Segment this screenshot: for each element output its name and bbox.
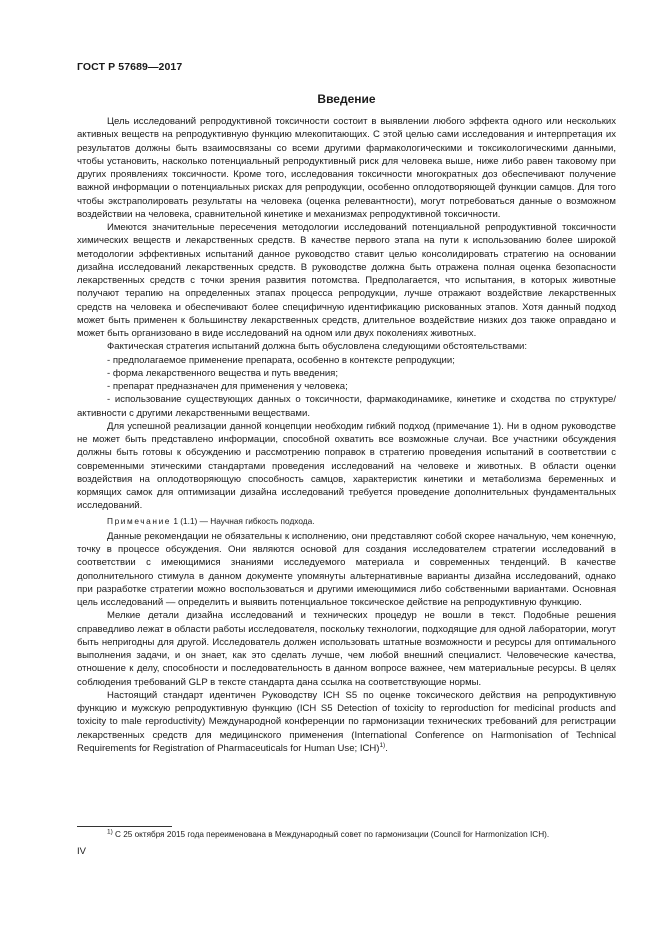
note-label: Примечание bbox=[107, 515, 172, 526]
paragraph-3: Фактическая стратегия испытаний должна быть обусловлена следующими обстоятельствами: bbox=[107, 341, 527, 353]
footnote bbox=[107, 829, 619, 840]
paragraph-details: Мелкие детали дизайна исследований и технических процедур не вошли в текст. Подобные решения справедливо лежат в области работы исследователя, поскольку технологии, подходящие для одной лаборатории, могут быть непригодны для другой. Исследователь должен использовать штатные возможности и ресурсы для оптимального выполнения задачи, и он знает, как это сделать лучше, чем любой внешний специалист. Человеческие качества, отношение к делу, способности и последовательность в данном вопросе важнее, чем материальные ресурсы. В целях соблюдения требований GLP в тексте стандарта дана ссылка на соответствующие нормы. bbox=[77, 610, 616, 688]
list-item: - использование существующих данных о токсичности, фармакодинамике, кинетике и сходства по структуре/активности с другими лекарственными веществами. bbox=[77, 394, 616, 419]
list-item: - форма лекарственного вещества и путь введения; bbox=[107, 367, 338, 379]
footnote-text: С 25 октября 2015 года переименована в Международный совет по гармонизации (Council for Harmonization ICH). bbox=[112, 830, 550, 839]
paragraph-identity bbox=[77, 689, 616, 755]
paragraph-1: Цель исследований репродуктивной токсичности состоит в выявлении любого эффекта одного или нескольких активных веществ на репродуктивную функцию млекопитающих. С этой целью сами исследования и интерпретация их результатов должны быть взаимосвязаны со всеми другими фармакологическими и токсикологическими данными, чтобы установить, насколько потенциальный репродуктивный риск для человека выше, ниже либо равен таковому при других проявлениях токсичности. Кроме того, исследования токсичности многократных доз обеспечивают получение важной информации о потенциальных рисках для репродукции, особенно оплодотворяющей функции самцов. Для того чтобы экстраполировать результаты на человека (оценка релевантности), могут потребоваться данные о возможном воздействии на человека, сравнительной кинетике и механизмах репродуктивной токсичности. bbox=[77, 116, 616, 220]
footnote-reference[interactable]: 1) bbox=[379, 741, 386, 749]
paragraph-recommendations: Данные рекомендации не обязательны к исполнению, они представляют собой скорее начальную, чем конечную, точку в процессе обсуждения. Они являются основой для создания исследователем стратегии исследований в соответствии с имеющимися знаниями исследуемого материала и современных тенденций. В качестве дополнительного стимула в данном документе упомянуты альтернативные варианты дизайна исследований, однако при разработке стратегии можно воспользоваться и другими имеющимися либо собственными вариантами. Основная цель исследований — определить и выявить потенциальное токсическое действие на репродуктивную функцию. bbox=[77, 530, 616, 608]
footnote-marker: 1) bbox=[107, 828, 113, 836]
note bbox=[77, 515, 616, 528]
footnote-separator bbox=[77, 826, 172, 827]
paragraph-identity-text: Настоящий стандарт идентичен Руководству ICH S5 по оценке токсического действия на репродуктивную функцию и мужскую репродуктивную функцию (ICH S5 Detection of toxicity to reproduction for medicinal products and toxicity to male reproductivity) Международной конференции по гармонизации технических требований для регистрации лекарственных средств для медицинского применения (International Conference on Harmonisation of Technical Requirements for Registration of Pharmaceuticals for Human Use; ICH) bbox=[77, 689, 616, 754]
list-item: - предполагаемое применение препарата, особенно в контексте репродукции; bbox=[107, 354, 455, 366]
body-text bbox=[77, 115, 616, 755]
section-title: Введение bbox=[317, 92, 376, 106]
list-item: - препарат предназначен для применения у человека; bbox=[107, 381, 348, 392]
page-number: IV bbox=[77, 846, 86, 857]
paragraph-identity-end: . bbox=[385, 742, 388, 754]
note-text: 1 (1.1) — Научная гибкость подхода. bbox=[171, 515, 315, 526]
paragraph-2: Имеются значительные пересечения методологии исследований потенциальной репродуктивной токсичности химических веществ и лекарственных средств. В качестве первого этапа на пути к использованию более широкой методологии эффективных испытаний данное руководство ставит целью консолидировать стратегию на основании дизайна исследований лекарственных средств. В руководстве должна быть отражена полная оценка безопасности лекарственных средств с точки зрения развития потомства. Предполагается, что испытания, в которых животные получают терапию на определенных этапах процесса репродукции, лучше отражают воздействие лекарственных средств на человека и обеспечивают более специфичную идентификацию рискованных этапов. Хотя данный подход может быть применен к большинству лекарственных средств, длительное воздействие низких доз также оправдано и может быть организовано в виде исследований на одном или двух поколениях животных. bbox=[77, 222, 616, 339]
standard-id-header: ГОСТ Р 57689—2017 bbox=[77, 61, 183, 73]
paragraph-flexibility: Для успешной реализации данной концепции необходим гибкий подход (примечание 1). Ни в одном руководстве не может быть представлено информации, способной охватить все возможные случаи. Все участники обсуждения должны быть готовы к обсуждению и рассмотрению поправок в стратегию проведения испытаний в соответствии с современными этическими стандартами проведения исследований на человеке и животных. В области оценки воздействия на оплодотворяющую способность самцов, характеристик кинетики и метаболизма беременных и кормящих самок для оптимизации дизайна исследований требуется проведение дополнительных фундаментальных исследований. bbox=[77, 420, 616, 512]
